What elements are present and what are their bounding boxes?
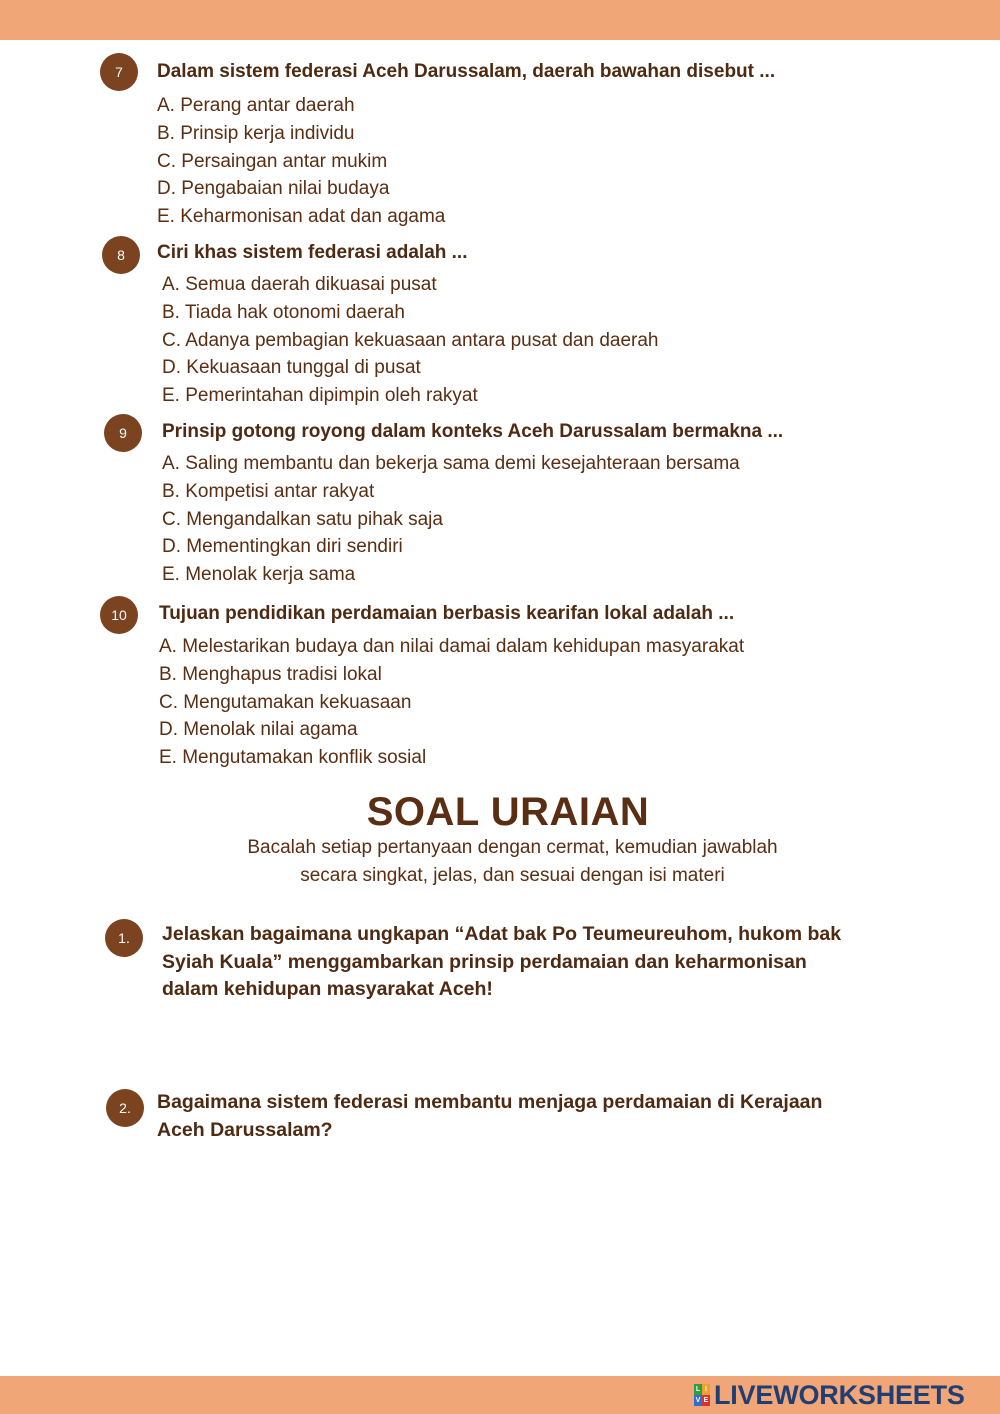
option-b[interactable]: B. Tiada hak otonomi daerah	[162, 301, 405, 323]
instruction-line-2: secara singkat, jelas, dan sesuai dengan isi materi	[300, 865, 725, 886]
question-number-badge: 9	[104, 414, 142, 452]
essay-question-text	[162, 921, 841, 1004]
option-c[interactable]: C. Mengutamakan kekuasaan	[159, 691, 412, 713]
logo-icon-letter: E	[703, 1397, 709, 1404]
top-band	[0, 0, 1000, 40]
option-d[interactable]: D. Pengabaian nilai budaya	[157, 178, 390, 200]
logo-icon-letter: V	[695, 1397, 701, 1404]
question-text: Dalam sistem federasi Aceh Darussalam, daerah bawahan disebut ...	[157, 61, 776, 82]
essay-question-text	[157, 1089, 822, 1144]
essay-number-badge: 1.	[105, 919, 143, 957]
essay-number-badge: 2.	[106, 1089, 144, 1127]
options-list	[162, 271, 658, 410]
option-a[interactable]: A. Melestarikan budaya dan nilai damai dalam kehidupan masyarakat	[159, 636, 745, 657]
option-d[interactable]: D. Menolak nilai agama	[159, 719, 358, 741]
logo-icon-letter: L	[695, 1386, 701, 1393]
liveworksheets-logo-icon	[694, 1384, 710, 1406]
option-e[interactable]: E. Menolak kerja sama	[162, 564, 356, 586]
instruction-line-1: Bacalah setiap pertanyaan dengan cermat, kemudian jawablah	[247, 837, 778, 858]
option-e[interactable]: E. Mengutamakan konflik sosial	[159, 747, 427, 769]
options-list	[159, 633, 744, 772]
option-b[interactable]: B. Menghapus tradisi lokal	[159, 663, 382, 685]
option-e[interactable]: E. Keharmonisan adat dan agama	[157, 206, 446, 228]
logo-icon-letter: I	[702, 1384, 710, 1395]
essay-line: Jelaskan bagaimana ungkapan “Adat bak Po Teumeureuhom, hukom bak	[162, 923, 842, 945]
logo-text: LIVEWORKSHEETS	[714, 1379, 965, 1410]
section-instructions	[0, 834, 1000, 890]
option-d[interactable]: D. Kekuasaan tunggal di pusat	[162, 357, 421, 379]
question-text: Tujuan pendidikan perdamaian berbasis kearifan lokal adalah ...	[159, 603, 735, 624]
option-b[interactable]: B. Prinsip kerja individu	[157, 122, 355, 144]
question-number-badge: 7	[100, 53, 138, 91]
option-b[interactable]: B. Kompetisi antar rakyat	[162, 480, 375, 502]
option-a[interactable]: A. Perang antar daerah	[157, 95, 355, 116]
option-a[interactable]: A. Semua daerah dikuasai pusat	[162, 274, 437, 295]
options-list	[162, 450, 740, 589]
question-text: Ciri khas sistem federasi adalah ...	[157, 242, 468, 263]
section-title: SOAL URAIAN	[366, 790, 650, 834]
essay-line: Aceh Darussalam?	[157, 1118, 333, 1141]
option-c[interactable]: C. Persaingan antar mukim	[157, 150, 388, 172]
question-text: Prinsip gotong royong dalam konteks Aceh Darussalam bermakna ...	[162, 421, 784, 442]
option-e[interactable]: E. Pemerintahan dipimpin oleh rakyat	[162, 385, 478, 407]
essay-line: dalam kehidupan masyarakat Aceh!	[162, 978, 493, 1000]
question-number-badge: 8	[102, 236, 140, 274]
option-c[interactable]: C. Adanya pembagian kekuasaan antara pusat dan daerah	[162, 329, 659, 351]
liveworksheets-logo[interactable]	[694, 1378, 965, 1412]
option-d[interactable]: D. Mementingkan diri sendiri	[162, 536, 403, 558]
options-list	[157, 92, 445, 231]
essay-line: Syiah Kuala” menggambarkan prinsip perdamaian dan keharmonisan	[162, 950, 807, 973]
option-a[interactable]: A. Saling membantu dan bekerja sama demi kesejahteraan bersama	[162, 453, 740, 474]
question-number-badge: 10	[100, 596, 138, 634]
option-c[interactable]: C. Mengandalkan satu pihak saja	[162, 508, 443, 530]
essay-line: Bagaimana sistem federasi membantu menjaga perdamaian di Kerajaan	[157, 1091, 823, 1113]
